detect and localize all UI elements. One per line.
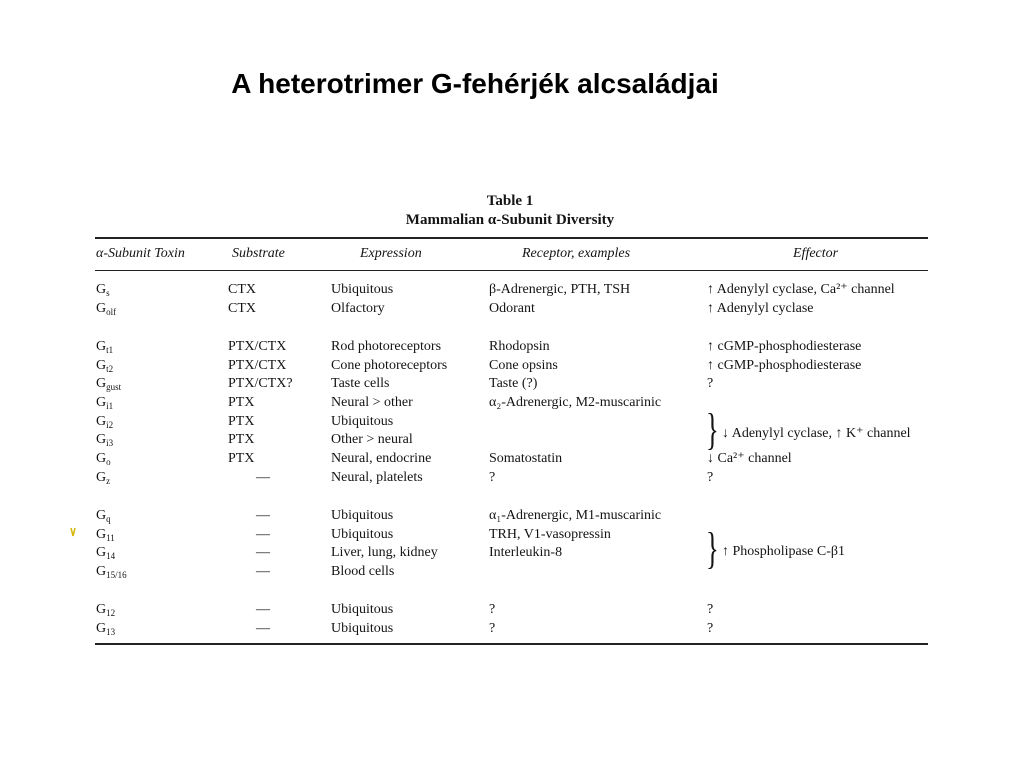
expression-cell: Ubiquitous (331, 602, 394, 617)
substrate-cell: PTX (228, 451, 255, 466)
receptor-cell: Somatostatin (489, 451, 563, 466)
expression-cell: Ubiquitous (331, 282, 394, 297)
expression-cell: Taste cells (331, 376, 390, 391)
receptor-cell: α₁-Adrenergic, M1-muscarinic (489, 508, 662, 523)
expression-cell: Neural > other (331, 395, 413, 410)
header-expression: Expression (360, 246, 422, 261)
subunit-subscript: i3 (106, 438, 114, 448)
subunit-cell (96, 413, 113, 431)
expression-cell: Blood cells (331, 564, 395, 579)
substrate-cell: PTX (228, 414, 255, 429)
brace-gq: } (706, 524, 719, 573)
subunit-cell (96, 450, 111, 468)
subunit-subscript: s (106, 288, 110, 298)
receptor-cell: ? (489, 621, 496, 636)
subunit-cell (96, 601, 115, 619)
expression-cell: Ubiquitous (331, 414, 394, 429)
substrate-cell: PTX (228, 432, 255, 447)
receptor-cell: Interleukin-8 (489, 545, 563, 560)
subunit-cell (96, 526, 115, 544)
expression-cell: Cone photoreceptors (331, 358, 448, 373)
effector-cell: ↓ Ca²⁺ channel (707, 451, 792, 466)
subunit-subscript: olf (106, 307, 117, 317)
expression-cell: Liver, lung, kidney (331, 545, 438, 560)
substrate-cell: — (256, 545, 270, 560)
receptor-cell: β-Adrenergic, PTH, TSH (489, 282, 631, 297)
subunit-cell (96, 281, 110, 299)
expression-cell: Ubiquitous (331, 527, 394, 542)
subunit-subscript: o (106, 457, 111, 467)
expression-cell: Ubiquitous (331, 508, 394, 523)
subunit-subscript: gust (106, 382, 122, 392)
subunit-subscript: i2 (106, 420, 114, 430)
receptor-cell: Taste (?) (489, 376, 538, 391)
subunit-subscript: i1 (106, 401, 114, 411)
effector-cell: ↑ Adenylyl cyclase, Ca²⁺ channel (707, 282, 895, 297)
subunit-cell (96, 338, 113, 356)
subunit-cell (96, 375, 121, 393)
effector-cell: ↑ Adenylyl cyclase (707, 301, 814, 316)
substrate-cell: — (256, 527, 270, 542)
expression-cell: Other > neural (331, 432, 413, 447)
substrate-cell: — (256, 602, 270, 617)
subunit-subscript: t1 (106, 345, 114, 355)
subunit-cell (96, 544, 115, 562)
table-subtitle: Mammalian α-Subunit Diversity (405, 212, 615, 228)
subunit-cell (96, 300, 116, 318)
group-effector-gi: ↓ Adenylyl cyclase, ↑ K⁺ channel (722, 426, 911, 441)
subunit-letter: G (96, 527, 107, 542)
subunit-cell (96, 507, 111, 525)
subunit-subscript: 14 (106, 551, 116, 561)
table-bottom-rule (95, 643, 928, 645)
receptor-cell: ? (489, 602, 496, 617)
header-subunit: α-Subunit Toxin (96, 246, 185, 261)
effector-cell: ↑ cGMP-phosphodiesterase (707, 339, 862, 354)
scan-blemish (70, 527, 76, 537)
expression-cell: Ubiquitous (331, 621, 394, 636)
expression-cell: Neural, platelets (331, 470, 423, 485)
subunit-letter: G (96, 282, 107, 297)
substrate-cell: — (256, 621, 270, 636)
substrate-cell: PTX/CTX (228, 358, 287, 373)
subunit-letter: G (96, 602, 107, 617)
subunit-letter: G (96, 358, 107, 373)
effector-cell: ? (707, 470, 714, 485)
group-effector-gq: ↑ Phospholipase C-β1 (722, 544, 846, 559)
effector-cell: ? (707, 376, 714, 391)
receptor-cell: Rhodopsin (489, 339, 550, 354)
table-top-rule (95, 237, 928, 239)
substrate-cell: — (256, 470, 270, 485)
subunit-letter: G (96, 470, 107, 485)
effector-cell: ? (707, 621, 714, 636)
subunit-letter: G (96, 376, 107, 391)
table-caption: Table 1 (486, 193, 534, 209)
substrate-cell: PTX/CTX (228, 339, 287, 354)
header-effector: Effector (793, 246, 839, 261)
header-receptor: Receptor, examples (522, 246, 631, 261)
subunit-letter: G (96, 508, 107, 523)
header-substrate: Substrate (232, 246, 285, 261)
receptor-cell: ? (489, 470, 496, 485)
substrate-cell: PTX (228, 395, 255, 410)
subunit-cell (96, 563, 127, 581)
subunit-subscript: 11 (106, 533, 115, 543)
brace-gi: } (706, 405, 719, 454)
subunit-subscript: 12 (106, 608, 116, 618)
receptor-cell: Odorant (489, 301, 535, 316)
subunit-subscript: z (106, 476, 111, 486)
subunit-letter: G (96, 545, 107, 560)
subunit-cell (96, 357, 113, 375)
subunit-subscript: 13 (106, 627, 116, 637)
subunit-letter: G (96, 395, 107, 410)
substrate-cell: CTX (228, 282, 256, 297)
substrate-cell: CTX (228, 301, 256, 316)
subunit-letter: G (96, 451, 107, 466)
substrate-cell: — (256, 508, 270, 523)
subunit-cell (96, 620, 115, 638)
subunit-letter: G (96, 414, 107, 429)
expression-cell: Neural, endocrine (331, 451, 432, 466)
expression-cell: Rod photoreceptors (331, 339, 442, 354)
subunit-letter: G (96, 432, 107, 447)
subunit-letter: G (96, 339, 107, 354)
subunit-subscript: q (106, 514, 111, 524)
receptor-cell: Cone opsins (489, 358, 558, 373)
subunit-cell (96, 394, 113, 412)
subunit-cell (96, 469, 110, 487)
expression-cell: Olfactory (331, 301, 385, 316)
table-header-rule (95, 270, 928, 271)
slide-title: A heterotrimer G-fehérjék alcsaládjai (231, 68, 719, 99)
receptor-cell: α₂-Adrenergic, M2-muscarinic (489, 395, 662, 410)
subunit-subscript: 15/16 (106, 570, 127, 580)
subunit-subscript: t2 (106, 364, 114, 374)
substrate-cell: — (256, 564, 270, 579)
effector-cell: ? (707, 602, 714, 617)
subunit-cell (96, 431, 113, 449)
receptor-cell: TRH, V1-vasopressin (489, 527, 611, 542)
subunit-letter: G (96, 301, 107, 316)
subunit-letter: G (96, 564, 107, 579)
effector-cell: ↑ cGMP-phosphodiesterase (707, 358, 862, 373)
substrate-cell: PTX/CTX? (228, 376, 293, 391)
subunit-letter: G (96, 621, 107, 636)
